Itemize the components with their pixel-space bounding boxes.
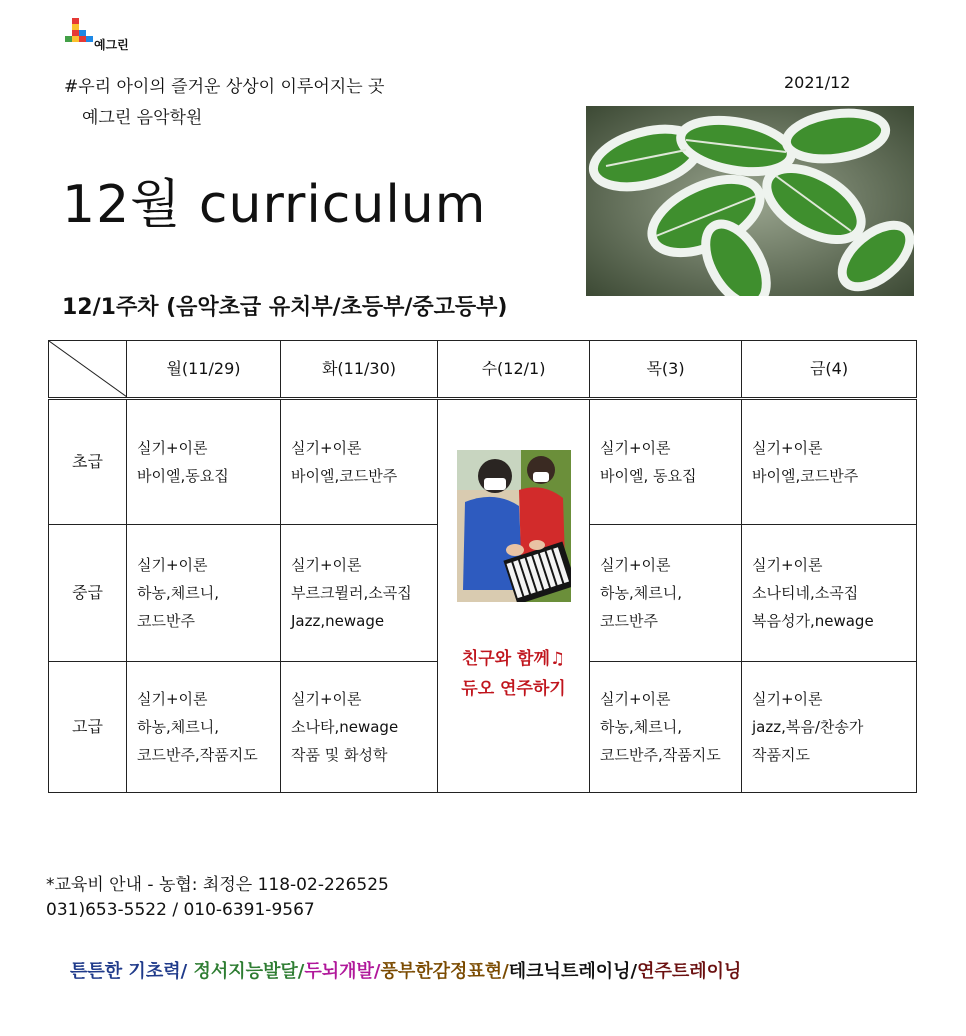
motto-segment: 테크닉트레이닝/	[508, 961, 638, 982]
cell-advanced-mon: 실기+이론 하농,체르니, 코드반주,작품지도	[127, 662, 281, 793]
cell-intermediate-mon: 실기+이론 하농,체르니, 코드반주	[127, 525, 281, 662]
cell-intermediate-fri: 실기+이론 소나티네,소곡집 복음성가,newage	[742, 525, 917, 662]
motto-segment: 두뇌개발/	[304, 961, 381, 982]
week-title: 12/1주차 (음악초급 유치부/초등부/중고등부)	[62, 295, 508, 320]
duo-piano-photo	[457, 450, 571, 602]
table-header-row	[49, 341, 917, 399]
page-title: 12월 curriculum	[62, 175, 487, 235]
day-header-fri: 금(4)	[742, 341, 917, 399]
level-beginner: 초급	[49, 399, 127, 525]
day-header-tue: 화(11/30)	[281, 341, 438, 399]
cell-advanced-thu: 실기+이론 하농,체르니, 코드반주,작품지도	[590, 662, 742, 793]
motto-line	[70, 957, 741, 983]
cell-advanced-tue: 실기+이론 소나타,newage 작품 및 화성학	[281, 662, 438, 793]
motto-segment: 정서지능발달/	[187, 961, 305, 982]
motto-segment: 풍부한감정표현/	[380, 961, 509, 982]
motto-segment: 튼튼한 기초력/	[70, 961, 188, 982]
cell-intermediate-tue: 실기+이론 부르크뮐러,소곡집 Jazz,newage	[281, 525, 438, 662]
table-row	[49, 399, 917, 525]
corner-cell	[49, 341, 127, 399]
frosted-leaf-photo	[586, 106, 914, 296]
duo-subtitle: 듀오 연주하기	[461, 679, 566, 699]
cell-beginner-tue: 실기+이론 바이엘,코드반주	[281, 399, 438, 525]
phone-numbers: 031)653-5522 / 010-6391-9567	[46, 900, 315, 920]
motto-segment: 연주트레이닝	[637, 961, 742, 982]
academy-name: 예그린 음악학원	[82, 108, 203, 128]
diagonal-line	[49, 341, 127, 397]
issue-date: 2021/12	[784, 73, 851, 92]
level-advanced: 고급	[49, 662, 127, 793]
duo-title: 친구와 함께♫	[461, 649, 566, 669]
day-header-wed: 수(12/1)	[438, 341, 590, 399]
cell-beginner-mon: 실기+이론 바이엘,동요집	[127, 399, 281, 525]
logo-text: 예그린	[94, 38, 129, 52]
cell-beginner-fri: 실기+이론 바이엘,코드반주	[742, 399, 917, 525]
cell-beginner-thu: 실기+이론 바이엘, 동요집	[590, 399, 742, 525]
cell-intermediate-thu: 실기+이론 하농,체르니, 코드반주	[590, 525, 742, 662]
cell-advanced-fri: 실기+이론 jazz,복음/찬송가 작품지도	[742, 662, 917, 793]
academy-logo	[64, 18, 144, 58]
level-intermediate: 중급	[49, 525, 127, 662]
day-header-thu: 목(3)	[590, 341, 742, 399]
schedule-table	[48, 340, 917, 793]
cell-wed-duo	[438, 399, 590, 793]
day-header-mon: 월(11/29)	[127, 341, 281, 399]
slogan: #우리 아이의 즐거운 상상이 이루어지는 곳	[64, 77, 385, 97]
tuition-info: *교육비 안내 - 농협: 최정은 118-02-226525	[46, 875, 389, 895]
